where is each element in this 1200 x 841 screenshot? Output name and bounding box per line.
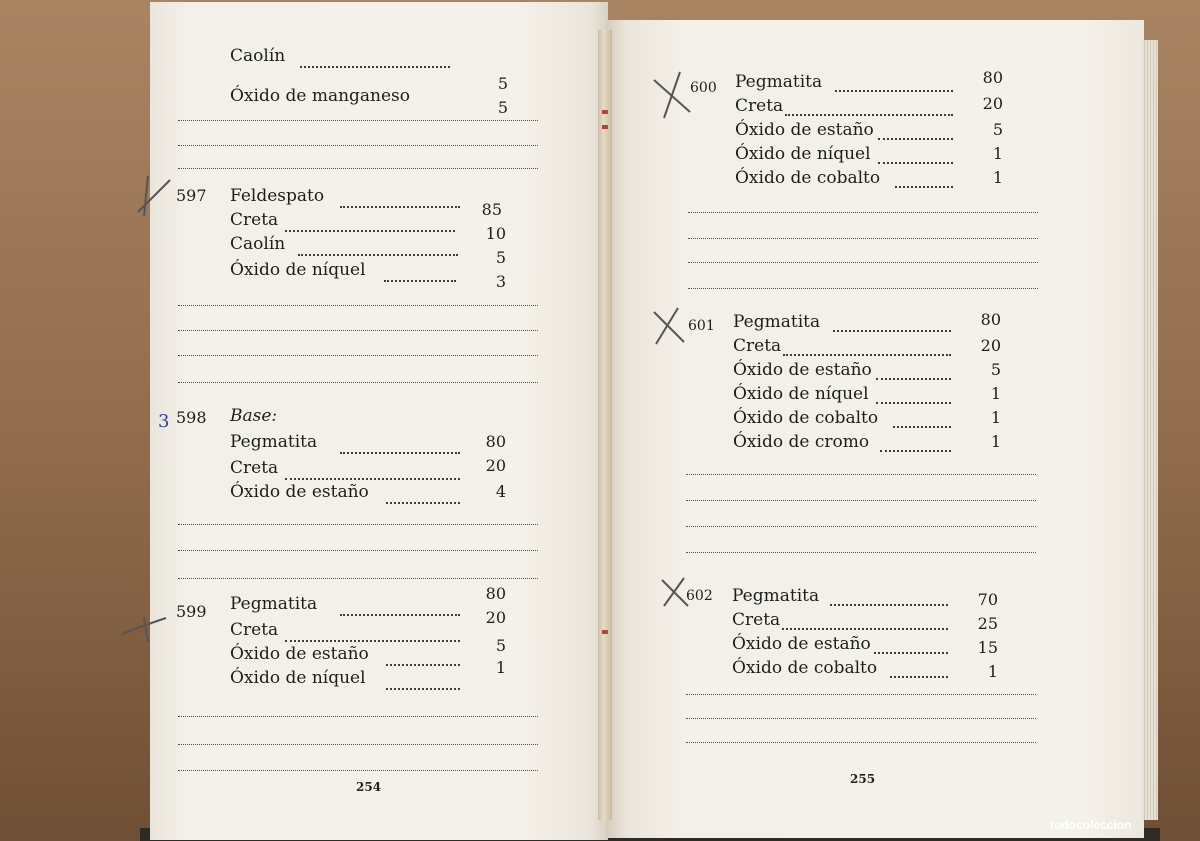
spine-stitch [602,110,608,114]
blank-line [686,526,1036,527]
ingredient-qty: 1 [990,432,1001,451]
leader-dots [874,652,948,654]
leader-dots [878,162,953,164]
handwritten-note: 3 [158,411,170,432]
spine-stitch [602,125,608,129]
blank-line [178,744,538,745]
page-edges [1142,40,1158,820]
ingredient-name: Pegmatita [230,432,318,452]
leader-dots [782,628,948,630]
ingredient-qty: 20 [980,336,1001,355]
ingredient-name: Caolín [230,234,286,254]
leader-dots [785,114,953,116]
ingredient-qty: 5 [495,248,506,267]
blank-line [178,145,538,146]
ingredient-name: Creta [230,620,279,640]
ingredient-qty: 1 [992,144,1003,163]
leader-dots [880,450,951,452]
ingredient-name: Creta [230,458,279,478]
ingredient-qty: 10 [485,224,506,243]
blank-line [178,168,538,169]
blank-line [686,742,1036,743]
ingredient-qty: 1 [990,384,1001,403]
ingredient-name: Creta [733,336,782,356]
ingredient-name: Óxido de níquel [735,144,871,164]
ingredient-qty: 5 [990,360,1001,379]
ingredient-name: Óxido de cromo [733,432,870,452]
watermark-text: todocoleccion [1050,818,1132,832]
ingredient-name: Creta [732,610,781,630]
blank-line [178,550,538,551]
leader-dots [830,604,948,606]
page-number: 254 [356,780,382,794]
ingredient-qty: 20 [982,94,1003,113]
blank-line [178,578,538,579]
blank-line [688,262,1038,263]
ingredient-qty: 80 [980,310,1001,329]
ingredient-qty: 25 [977,614,998,633]
ingredient-qty: 20 [485,456,506,475]
recipe-number: 600 [690,80,717,96]
ingredient-qty: 85 [481,200,502,219]
leader-dots [300,66,450,68]
leader-dots [285,230,455,232]
ingredient-qty: 1 [495,658,506,677]
blank-line [688,212,1038,213]
leader-dots [876,402,951,404]
leader-dots [340,452,460,454]
leader-dots [895,186,953,188]
pencil-cross-mark-icon [658,576,698,610]
ingredient-name: Óxido de níquel [230,260,366,280]
leader-dots [386,664,460,666]
blank-line [686,694,1036,695]
ingredient-qty: 20 [485,608,506,627]
ingredient-name: Caolín [230,46,286,66]
ingredient-qty: 5 [497,74,508,93]
ingredient-name: Pegmatita [733,312,821,332]
leader-dots [298,254,458,256]
ingredient-name: Óxido de estaño [230,644,369,664]
blank-line [178,305,538,306]
ingredient-name: Óxido de cobalto [735,168,881,188]
ingredient-name: Óxido de estaño [735,120,874,140]
ingredient-name: Óxido de níquel [230,668,366,688]
leader-dots [893,426,951,428]
blank-line [686,552,1036,553]
ingredient-name: Óxido de estaño [733,360,872,380]
ingredient-name: Creta [230,210,279,230]
ingredient-name: Óxido de níquel [733,384,869,404]
leader-dots [386,502,460,504]
ingredient-qty: 15 [977,638,998,657]
spine-stitch [602,630,608,634]
ingredient-qty: 80 [982,68,1003,87]
recipe-number: 602 [686,588,713,604]
ingredient-qty: 5 [992,120,1003,139]
ingredient-name: Óxido de cobalto [732,658,878,678]
blank-line [178,524,538,525]
ingredient-name: Óxido de estaño [230,482,369,502]
page-number: 255 [850,772,876,786]
blank-line [686,500,1036,501]
leader-dots [386,688,460,690]
leader-dots [890,676,948,678]
ingredient-qty: 1 [992,168,1003,187]
ingredient-qty: 70 [977,590,998,609]
blank-line [178,382,538,383]
ingredient-qty: 3 [495,272,506,291]
recipe-number: 598 [176,408,207,427]
recipe-number: 601 [688,318,715,334]
pencil-cross-mark-icon [118,612,170,644]
ingredient-name: Feldespato [230,186,325,206]
ingredient-qty: 1 [990,408,1001,427]
ingredient-name: Creta [735,96,784,116]
leader-dots [876,378,951,380]
ingredient-qty: 5 [495,636,506,655]
ingredient-qty: 80 [485,432,506,451]
blank-line [686,718,1036,719]
book-spine [598,30,612,820]
blank-line [686,474,1036,475]
left-page [150,2,608,840]
ingredient-qty: 5 [497,98,508,117]
leader-dots [835,90,953,92]
recipe-number: 597 [176,186,207,205]
leader-dots [878,138,953,140]
blank-line [178,716,538,717]
recipe-heading: Base: [230,406,278,426]
blank-line [688,288,1038,289]
blank-line [178,355,538,356]
ingredient-name: Óxido de estaño [732,634,871,654]
blank-line [178,770,538,771]
leader-dots [340,206,460,208]
leader-dots [384,280,456,282]
pencil-cross-mark-icon [648,304,690,348]
ingredient-qty: 1 [987,662,998,681]
leader-dots [783,354,951,356]
ingredient-name: Pegmatita [732,586,820,606]
ingredient-qty: 4 [495,482,506,501]
blank-line [688,238,1038,239]
ingredient-name: Óxido de manganeso [230,86,411,106]
blank-line [178,120,538,121]
ingredient-name: Óxido de cobalto [733,408,879,428]
leader-dots [340,614,460,616]
ingredient-name: Pegmatita [735,72,823,92]
leader-dots [833,330,951,332]
ingredient-qty: 80 [485,584,506,603]
pencil-cross-mark-icon [650,66,696,122]
pencil-cross-mark-icon [130,172,180,218]
ingredient-name: Pegmatita [230,594,318,614]
recipe-number: 599 [176,602,207,621]
blank-line [178,330,538,331]
